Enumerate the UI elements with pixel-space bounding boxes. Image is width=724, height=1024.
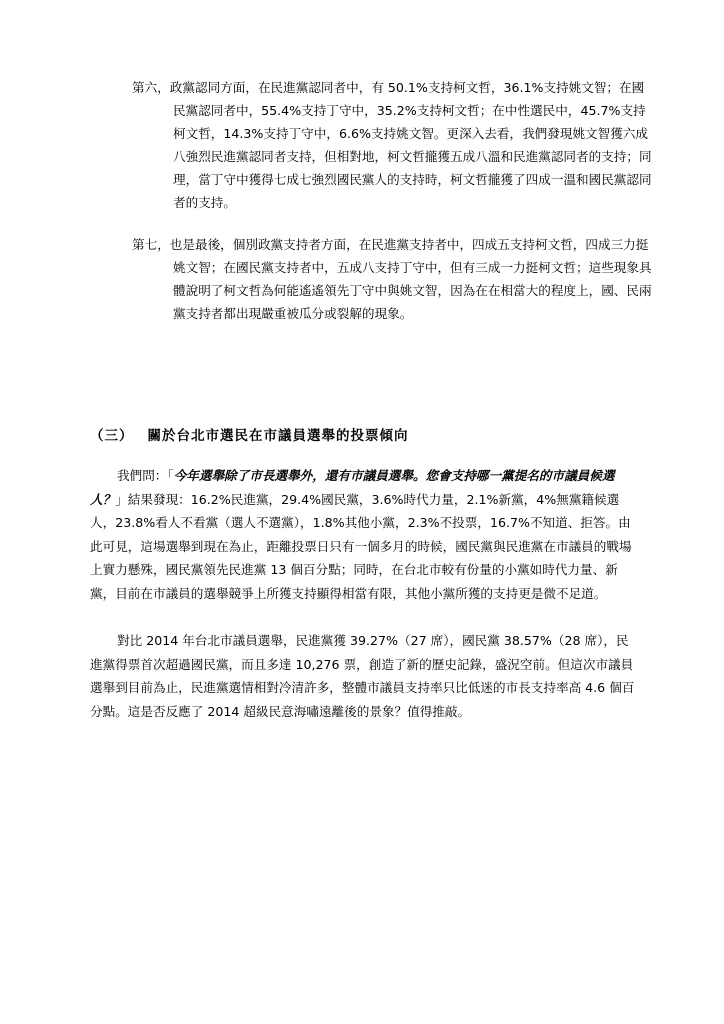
section-heading: [90, 424, 409, 444]
point-six-label: 第六，: [132, 80, 170, 95]
section-title: 關於台北市選民在市議員選舉的投票傾向: [147, 428, 409, 444]
point-seven-text: 也是最後，個別政黨支持者方面，在民進黨支持者中，四成五支持柯文哲，四成三力挺姚文智；在國民黨支持者中，五成八支持丁守中，但有三成一力挺柯文哲；這些現象具體說明了柯文哲為何能遙遙領先丁守中與姚文智，因為在在相當大的程度上，國、民兩黨支持者都出現嚴重被瓜分或裂解的現象。: [169, 237, 652, 321]
section-number: （三）: [90, 428, 134, 444]
point-seven: [132, 233, 652, 325]
comparison-text: 對比 2014 年台北市議員選舉，民進黨獲 39.27%（27 席），國民黨 38.57%（28 席），民進黨得票首次超過國民黨，而且多達 10,276 票，創造了新的歷史記錄，盛況空前。但這次市議員選舉到目前為止，民進黨選情相對冷清許多，整體市議員支持率只比低迷的市長支持率高 4.6 個百分點。這是否反應了 2014 超級民意海嘯遠離後的景象？值得推敲。: [90, 633, 635, 719]
question-close: 」: [115, 491, 128, 507]
survey-question: 今年選舉除了市長選舉外，還有市議員選舉。您會支持哪一黨提名的市議員候選人？: [90, 468, 615, 507]
question-lead: 我們問：「: [117, 468, 174, 483]
point-seven-label: 第七，: [132, 237, 170, 252]
paragraph-council-preference: [90, 464, 640, 605]
point-six-text: 政黨認同方面，在民進黨認同者中，有 50.1%支持柯文哲，36.1%支持姚文智；在國民黨認同者中，55.4%支持丁守中，35.2%支持柯文哲；在中性選民中，45.7%支持柯文哲，14.3%支持丁守中，6.6%支持姚文智。更深入去看，我們發現姚文智獲六成八強烈民進黨認同者支持，但相對地，柯文哲攏獲五成八溫和民進黨認同者的支持；同理，當丁守中獲得七成七強烈國民黨人的支持時，柯文哲攏獲了四成一溫和國民黨認同者的支持。: [169, 80, 652, 210]
survey-results: 結果發現：16.2%民進黨，29.4%國民黨，3.6%時代力量，2.1%新黨，4%無黨籍候選人，23.8%看人不看黨（選人不選黨），1.8%其他小黨，2.3%不投票，16.7%不知道、拒答。由此可見，這場選舉到現在為止，距離投票日只有一個多月的時候，國民黨與民進黨在市議員的戰場上實力懸殊，國民黨領先民進黨 13 個百分點；同時，在台北市較有份量的小黨如時代力量、新黨，目前在市議員的選舉競爭上所獲支持顯得相當有限，其他小黨所獲的支持更是微不足道。: [90, 491, 632, 601]
point-six: [132, 76, 652, 214]
paragraph-2014-comparison: [90, 629, 640, 723]
